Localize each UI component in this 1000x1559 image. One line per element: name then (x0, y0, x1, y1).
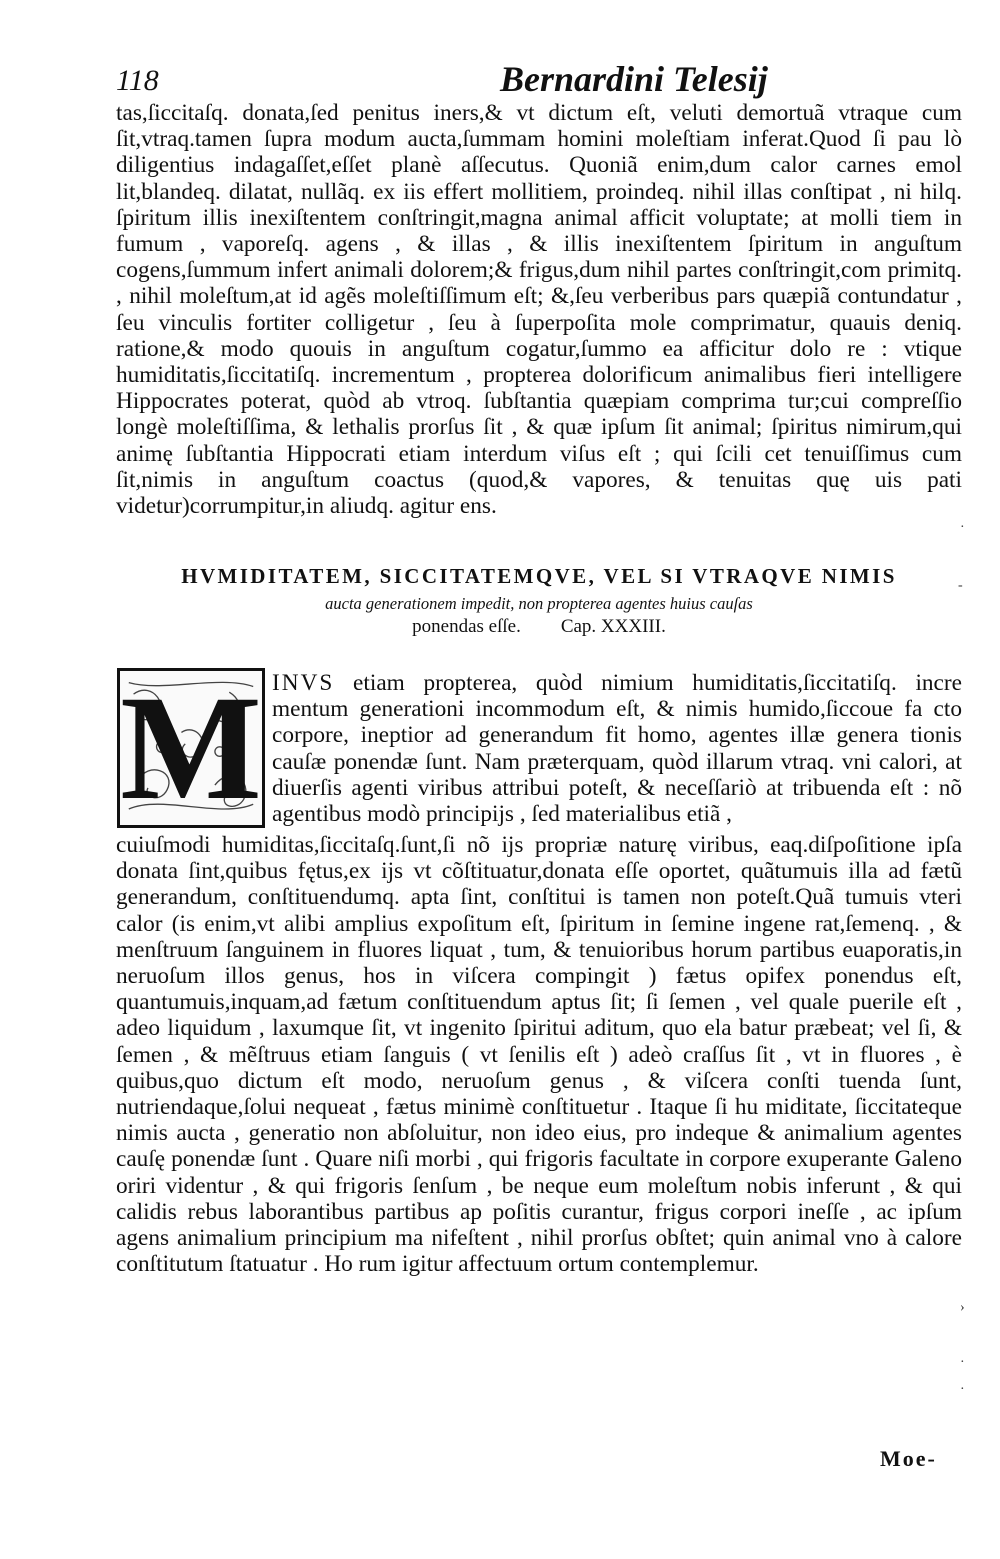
ornamental-initial (117, 668, 265, 828)
page-header (110, 58, 970, 98)
body-paragraph-2-opening (272, 670, 962, 827)
margin-mark: › (960, 1300, 965, 1315)
chapter-number: Cap. XXXIII. (560, 616, 666, 637)
chapter-title: HVMIDITATEM, SICCITATEMQVE, VEL SI VTRAQVE NIMIS (181, 564, 897, 588)
opening-text: etiam propterea, quòd nimium humiditatis,ſiccitatiſq. incre mentum generationi incommodum eſt, & nimis humido,ſiccoue fa cto corpore, ineptior ad generandum fit homo, agentes illæ genera tionis cauſæ ponendæ ſunt. Nam præterquam, quòd illarum vtraq. vni calori, at diuerſis agenti viribus attribui poteſt, & neceſſariò at tribuenda eſt : nõ agentibus modò principijs , ſed materialibus etiã , (272, 670, 962, 828)
body-paragraph-2: cuiuſmodi humiditas,ſiccitaſq.ſunt,ſi nõ ijs propriæ naturę viribus, eaq.diſpoſitione ipſa donata ſint,quibus fętus,ex ijs vt cõſtituatur,donata eſſe oportet, quãtumuis illa ad fætũ generandum, conſtituendumq. apta ſint, conſtitui is tamen non poteſt.Quã tumuis vteri calor (is enim,vt alibi amplius expoſitum eſt, ſpiritum in ſemine ingene rat,ſemenq. , & menſtruum ſanguinem in fluores liquat , tum, & tenuioribus horum partibus euaporatis,in neruoſum illos genus, hos in viſcera compingit ) fætus opifex ponendus eſt, quantumuis,inquam,ad fætum conſtituendum aptus ſit; ſi ſemen , vel quale puerile eſt , adeo liquidum , laxumque ſit, vt ingenito ſpiritui aditum, quo ela batur præbeat; vel ſi, & ſemen , & mẽſtruus etiam ſanguis ( vt ſenilis eſt ) adeò craſſus ſit , vt in fluores , è quibus,quo dictum eſt modo, neruoſum genus , & viſcera conſti tuenda ſunt, nutriendaque,ſolui nequeat , fætus minimè conſtituetur . Itaque ſi hu miditate, ſiccitateque nimis aucta , generatio non abſoluitur, non ideo eius, pro indeque & animalium agentes cauſę ponendæ ſunt . Quare niſi morbi , qui frigoris facultate in corpore exuperante Galeno oriri videntur , & qui frigoris ſenſum , be neque eum moleſtum nobis inferunt , & qui calidis rebus laborantibus partibus ap poſitis curantur, frigus corpori ineſſe , ac ipſum agens animalium principium ma nifeſtent , nihil prorſus obſtet; quin animal vno à calore conſtitutum ſtatuatur . Ho rum igitur affectuum ortum contemplemur. (116, 832, 962, 1278)
catchword: Moe- (880, 1446, 937, 1471)
chapter-subtitle: aucta generationem impedit, non propterea agentes huius cauſas (325, 594, 753, 613)
running-head: Bernardini Telesij (500, 59, 768, 99)
page-number: 118 (116, 64, 159, 97)
margin-mark: - (958, 578, 963, 593)
body-paragraph-1: tas,ſiccitaſq. donata,ſed penitus iners,& vt dictum eſt, veluti demortuã vtraque cum ſit,vtraq.tamen ſupra modum aucta,ſummam homini moleſtiam inferat.Quod ſi pau lò diligentius indagaſſet,eſſet planè aſſecutus. Quoniã enim,dum calor carnes emol lit,blandeq. dilatat, nullãq. ex iis effert mollitiem, proindeq. nihil illas conſtipat , ni hilq. ſpiritum illis inexiſtentem conſtringit,magna animal afficit voluptate; at molli tiem in fumum , vaporeſq. agens , & illas , & illis inexiſtentem ſpiritum in anguſtum cogens,ſummum infert animali dolorem;& frigus,dum nihil partes conſtringit,com primitq. , nihil moleſtum,at id agẽs moleſtiſſimum eſt; &,ſeu verberibus pars quæpiã contundatur , ſeu vinculis fortiter colligetur , ſeu à ſuperpoſita mole comprimatur, quauis deniq. ratione,& modo quouis in anguſtum cogatur,ſummo ea afficitur dolo re : vtique humiditatis,ſiccitatiſq. incrementum , propterea dolorificum animalibus fieri intelligere Hippocrates poterat, quòd ab vtroq. ſubſtantia quæpiam comprima tur;cui compreſſio longè moleſtiſſima, & lethalis prorſus ſit , & quæ ipſum ſit animal; ſpiritus nimirum,qui animę ſubſtantia Hippocrati etiam interdum viſus eſt ; qui ſcili cet tenuiſſimus cum ſit,nimis in anguſtum coactus (quod,& vapores, & tenuitas quę uis pati videtur)corrumpitur,in aliudq. agitur ens. (116, 100, 962, 520)
chapter-title-end (116, 616, 962, 638)
chapter-title-tail: ponendas eſſe. (412, 616, 521, 637)
margin-mark: · (960, 1355, 965, 1370)
margin-mark: · (960, 1382, 965, 1397)
margin-mark: · (960, 520, 965, 535)
drop-cap-letter: M (120, 668, 262, 828)
opening-smallcaps: INVS (272, 670, 335, 696)
